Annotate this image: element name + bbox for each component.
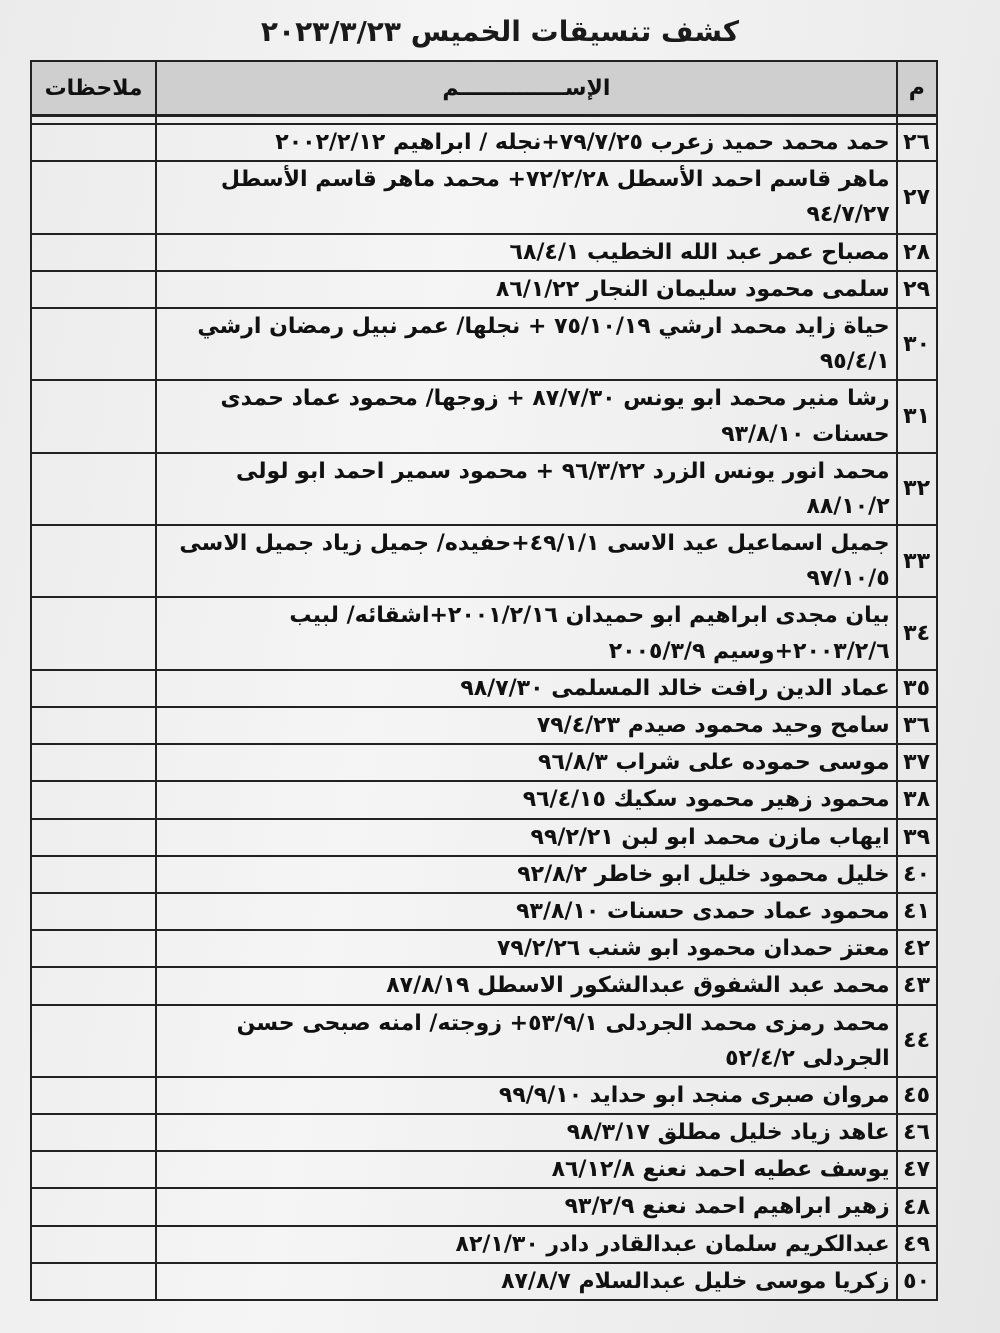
table-row (31, 781, 937, 818)
row-number: ٣٠ (897, 308, 937, 380)
row-notes (31, 707, 156, 744)
table-row (31, 234, 937, 271)
row-name: عماد الدين رافت خالد المسلمى ٩٨/٧/٣٠ (156, 670, 897, 707)
table-row (31, 856, 937, 893)
row-notes (31, 234, 156, 271)
row-name: عبدالكريم سلمان عبدالقادر دادر ٨٢/١/٣٠ (156, 1226, 897, 1263)
row-name: خليل محمود خليل ابو خاطر ٩٢/٨/٢ (156, 856, 897, 893)
table-row (31, 819, 937, 856)
names-table (30, 60, 938, 1301)
row-notes (31, 1226, 156, 1263)
header-number: م (897, 61, 937, 116)
row-number: ٤٥ (897, 1077, 937, 1114)
row-number: ٣٣ (897, 525, 937, 597)
row-notes (31, 1151, 156, 1188)
table-row (31, 525, 937, 597)
table-row (31, 893, 937, 930)
header-gap (31, 116, 937, 125)
row-notes (31, 161, 156, 233)
row-notes (31, 893, 156, 930)
row-name: مروان صبرى منجد ابو حدايد ٩٩/٩/١٠ (156, 1077, 897, 1114)
table-row (31, 967, 937, 1004)
header-name: الإســــــــــــــم (156, 61, 897, 116)
row-number: ٤٠ (897, 856, 937, 893)
row-name: ايهاب مازن محمد ابو لبن ٩٩/٢/٢١ (156, 819, 897, 856)
row-notes (31, 525, 156, 597)
row-notes (31, 1077, 156, 1114)
row-name: سلمى محمود سليمان النجار ٨٦/١/٢٢ (156, 271, 897, 308)
row-notes (31, 453, 156, 525)
table-row (31, 161, 937, 233)
row-notes (31, 781, 156, 818)
row-notes (31, 744, 156, 781)
row-number: ٣٦ (897, 707, 937, 744)
row-notes (31, 967, 156, 1004)
row-name: زكريا موسى خليل عبدالسلام ٨٧/٨/٧ (156, 1263, 897, 1300)
row-number: ٤٣ (897, 967, 937, 1004)
table-row (31, 380, 937, 452)
row-name: عاهد زياد خليل مطلق ٩٨/٣/١٧ (156, 1114, 897, 1151)
table-row (31, 271, 937, 308)
row-number: ٢٧ (897, 161, 937, 233)
row-name: سامح وحيد محمود صيدم ٧٩/٤/٢٣ (156, 707, 897, 744)
row-number: ٢٩ (897, 271, 937, 308)
table-row (31, 308, 937, 380)
row-number: ٣٩ (897, 819, 937, 856)
row-notes (31, 856, 156, 893)
row-number: ٢٨ (897, 234, 937, 271)
row-name: محمد انور يونس الزرد ٩٦/٣/٢٢ + محمود سمير احمد ابو لولى ٨٨/١٠/٢ (156, 453, 897, 525)
row-number: ٤١ (897, 893, 937, 930)
row-number: ٣٨ (897, 781, 937, 818)
row-number: ٤٦ (897, 1114, 937, 1151)
row-name: معتز حمدان محمود ابو شنب ٧٩/٢/٢٦ (156, 930, 897, 967)
row-number: ٣٤ (897, 597, 937, 669)
row-notes (31, 930, 156, 967)
row-notes (31, 819, 156, 856)
row-number: ٣٧ (897, 744, 937, 781)
row-notes (31, 124, 156, 161)
header-notes: ملاحظات (31, 61, 156, 116)
table-header-row (31, 61, 937, 116)
row-name: رشا منير محمد ابو يونس ٨٧/٧/٣٠ + زوجها/ محمود عماد حمدى حسنات ٩٣/٨/١٠ (156, 380, 897, 452)
row-number: ٥٠ (897, 1263, 937, 1300)
row-name: محمد رمزى محمد الجردلى ٥٣/٩/١+ زوجته/ امنه صبحى حسن الجردلى ٥٢/٤/٢ (156, 1005, 897, 1077)
row-notes (31, 308, 156, 380)
row-number: ٤٨ (897, 1188, 937, 1225)
table-row (31, 1077, 937, 1114)
table-row (31, 930, 937, 967)
row-number: ٢٦ (897, 124, 937, 161)
row-notes (31, 1005, 156, 1077)
row-number: ٣٥ (897, 670, 937, 707)
row-number: ٣٢ (897, 453, 937, 525)
row-name: محمد عبد الشفوق عبدالشكور الاسطل ٨٧/٨/١٩ (156, 967, 897, 1004)
row-name: محمود عماد حمدى حسنات ٩٣/٨/١٠ (156, 893, 897, 930)
row-notes (31, 1263, 156, 1300)
row-name: موسى حموده على شراب ٩٦/٨/٣ (156, 744, 897, 781)
row-notes (31, 597, 156, 669)
table-row (31, 453, 937, 525)
row-number: ٤٧ (897, 1151, 937, 1188)
row-name: حياة زايد محمد ارشي ٧٥/١٠/١٩ + نجلها/ عمر نبيل رمضان ارشي ٩٥/٤/١ (156, 308, 897, 380)
table-row (31, 1263, 937, 1300)
table-row (31, 124, 937, 161)
table-row (31, 1188, 937, 1225)
table-row (31, 1226, 937, 1263)
table-row (31, 670, 937, 707)
row-name: زهير ابراهيم احمد نعنع ٩٣/٢/٩ (156, 1188, 897, 1225)
row-name: حمد محمد حميد زعرب ٧٩/٧/٢٥+نجله / ابراهيم ٢٠٠٢/٢/١٢ (156, 124, 897, 161)
row-notes (31, 1188, 156, 1225)
row-number: ٣١ (897, 380, 937, 452)
row-number: ٤٤ (897, 1005, 937, 1077)
row-name: محمود زهير محمود سكيك ٩٦/٤/١٥ (156, 781, 897, 818)
row-name: ماهر قاسم احمد الأسطل ٧٢/٢/٢٨+ محمد ماهر قاسم الأسطل ٩٤/٧/٢٧ (156, 161, 897, 233)
table-row (31, 1114, 937, 1151)
row-name: جميل اسماعيل عيد الاسى ٤٩/١/١+حفيده/ جميل زياد جميل الاسى ٩٧/١٠/٥ (156, 525, 897, 597)
row-notes (31, 1114, 156, 1151)
table-body (31, 124, 937, 1300)
table-row (31, 1151, 937, 1188)
row-number: ٤٩ (897, 1226, 937, 1263)
table-row (31, 707, 937, 744)
row-notes (31, 380, 156, 452)
row-name: بيان مجدى ابراهيم ابو حميدان ٢٠٠١/٢/١٦+اشقائه/ لبيب ٢٠٠٣/٢/٦+وسيم ٢٠٠٥/٣/٩ (156, 597, 897, 669)
document-title: كشف تنسيقات الخميس ٢٠٢٣/٣/٢٣ (260, 15, 740, 48)
row-name: مصباح عمر عبد الله الخطيب ٦٨/٤/١ (156, 234, 897, 271)
row-name: يوسف عطيه احمد نعنع ٨٦/١٢/٨ (156, 1151, 897, 1188)
row-notes (31, 271, 156, 308)
row-number: ٤٢ (897, 930, 937, 967)
table-row (31, 744, 937, 781)
table-row (31, 597, 937, 669)
row-notes (31, 670, 156, 707)
table-row (31, 1005, 937, 1077)
